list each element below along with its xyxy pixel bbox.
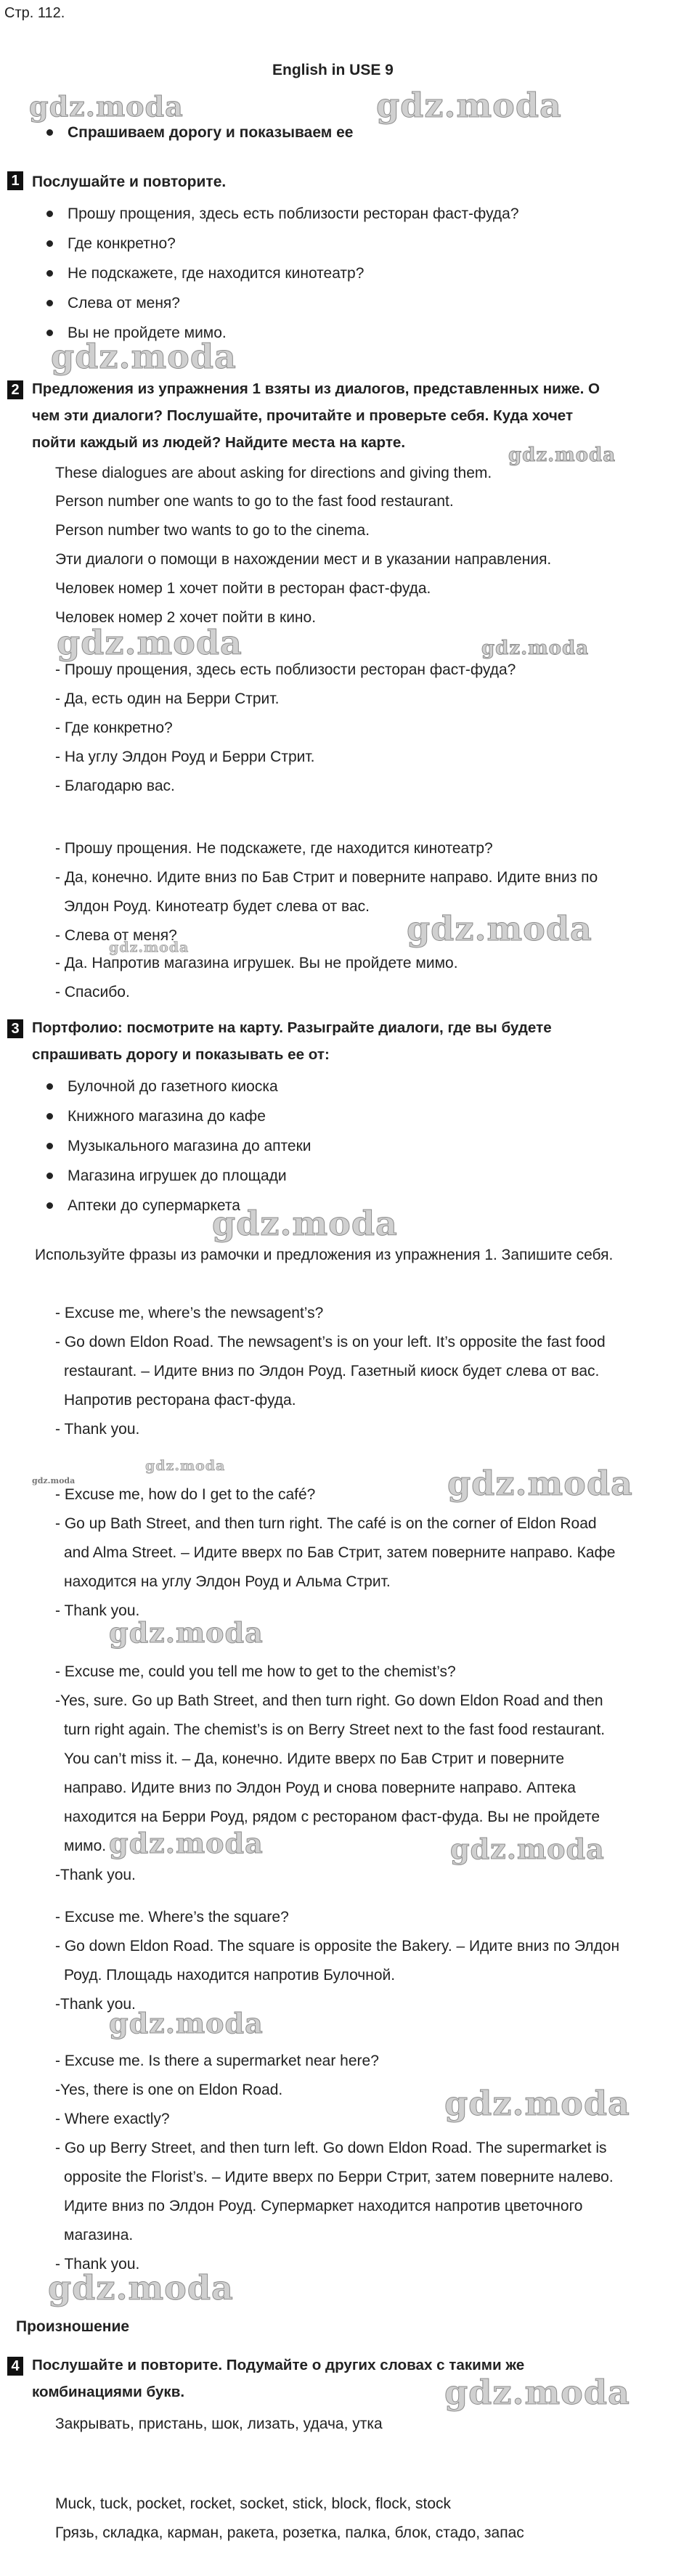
dialogue-line: -Yes, there is one on Eldon Road. <box>55 2082 283 2098</box>
dialogue-line: Роуд. Площадь находится напротив Булочной. <box>64 1967 396 1984</box>
dialogue-line: - Thank you. <box>55 1421 140 1438</box>
watermark: gdz.moda <box>376 86 562 125</box>
dialogue-line: - Excuse me, how do I get to the café? <box>55 1486 316 1503</box>
page-number: Стр. 112. <box>4 5 65 21</box>
list-item: Где конкретно? <box>68 235 176 252</box>
exercise-title-line: спрашивать дорогу и показывать ее от: <box>32 1046 330 1063</box>
book-title: English in USE 9 <box>272 62 394 78</box>
dialogue-line: - Go down Eldon Road. The newsagent’s is on your left. It’s opposite the fast food <box>55 1334 606 1350</box>
list-item: Слева от меня? <box>68 295 180 311</box>
bullet-icon <box>46 240 53 247</box>
word-line: Грязь, складка, карман, ракета, розетка, палка, блок, стадо, запас <box>55 2524 524 2541</box>
watermark: gdz.moda <box>481 637 590 659</box>
dialogue-line: - Where exactly? <box>55 2111 170 2127</box>
watermark: gdz.moda <box>109 2007 264 2039</box>
exercise-title-line: пойти каждый из людей? Найдите места на карте. <box>32 434 406 451</box>
watermark: gdz.moda <box>444 2084 630 2123</box>
bullet-icon <box>46 1143 53 1149</box>
dialogue-line: - Excuse me, where’s the newsagent’s? <box>55 1305 324 1321</box>
watermark: gdz.moda <box>444 2373 630 2412</box>
exercise-number: 4 <box>7 2357 23 2376</box>
dialogue-line: Напротив ресторана фаст-фуда. <box>64 1392 296 1409</box>
watermark: gdz.moda <box>109 939 190 955</box>
dialogue-line: - Excuse me, could you tell me how to get to the chemist’s? <box>55 1663 456 1680</box>
dialogue-line: - Спасибо. <box>55 984 130 1000</box>
dialogue-line: направо. Идите вниз по Элдон Роуд и снова поверните направо. Аптека <box>64 1780 576 1796</box>
dialogue-line: restaurant. – Идите вниз по Элдон Роуд. Газетный киоск будет слева от вас. <box>64 1363 600 1379</box>
exercise-title-line: Портфолио: посмотрите на карту. Разыграйте диалоги, где вы будете <box>32 1019 552 1036</box>
watermark: gdz.moda <box>407 909 592 948</box>
answer-line: Человек номер 2 хочет пойти в кино. <box>55 609 317 626</box>
dialogue-line: -Thank you. <box>55 1867 136 1883</box>
dialogue-line: - Благодарю вас. <box>55 778 175 794</box>
dialogue-line: - Прошу прощения, здесь есть поблизости ресторан фаст-фуда? <box>55 661 516 678</box>
exercise-number: 3 <box>7 1019 23 1038</box>
dialogue-line: -Yes, sure. Go up Bath Street, and then turn right. Go down Eldon Road and then <box>55 1692 603 1709</box>
bullet-icon <box>46 1202 53 1209</box>
dialogue-line: - Thank you. <box>55 2256 140 2273</box>
watermark: gdz.moda <box>29 90 184 123</box>
exercise-number: 1 <box>7 171 23 190</box>
dialogue-line: - Thank you. <box>55 1602 140 1619</box>
intro-bullet-text: Спрашиваем дорогу и показываем ее <box>68 124 354 141</box>
exercise-title-line: Предложения из упражнения 1 взяты из диалогов, представленных ниже. О <box>32 380 600 397</box>
watermark: gdz.moda <box>450 1833 605 1865</box>
exercise-title-line: комбинациями букв. <box>32 2384 185 2400</box>
watermark: gdz.moda <box>51 337 237 376</box>
watermark: gdz.moda <box>109 1827 264 1859</box>
dialogue-line: opposite the Florist’s. – Идите вверх по Берри Стрит, затем поверните налево. <box>64 2169 614 2185</box>
answer-line: Person number one wants to go to the fast food restaurant. <box>55 493 454 510</box>
dialogue-line: - Где конкретно? <box>55 720 173 736</box>
exercise-title: Послушайте и повторите. <box>32 174 227 190</box>
list-item: Книжного магазина до кафе <box>68 1108 266 1125</box>
dialogue-line: and Alma Street. – Идите вверх по Бав Стрит, затем поверните направо. Кафе <box>64 1544 616 1561</box>
dialogue-line: Элдон Роуд. Кинотеатр будет слева от вас. <box>64 898 370 915</box>
dialogue-line: turn right again. The chemist’s is on Berry Street next to the fast food restaurant. <box>64 1721 606 1738</box>
list-item: Аптеки до супермаркета <box>68 1197 240 1214</box>
dialogue-line: - Go down Eldon Road. The square is opposite the Bakery. – Идите вниз по Элдон <box>55 1938 620 1955</box>
dialogue-line: Идите вниз по Элдон Роуд. Супермаркет находится напротив цветочного <box>64 2198 583 2214</box>
bullet-icon <box>46 129 53 136</box>
watermark: gdz.moda <box>145 1458 226 1474</box>
word-line: Закрывать, пристань, шок, лизать, удача, утка <box>55 2416 383 2432</box>
dialogue-line: - Да. Напротив магазина игрушек. Вы не пройдете мимо. <box>55 955 458 971</box>
dialogue-line: находится на Берри Роуд, рядом с рестораном фаст-фуда. Вы не пройдете <box>64 1809 600 1825</box>
list-item: Музыкального магазина до аптеки <box>68 1138 311 1154</box>
list-item: Магазина игрушек до площади <box>68 1167 287 1184</box>
bullet-icon <box>46 300 53 306</box>
list-item: Прошу прощения, здесь есть поблизости ресторан фаст-фуда? <box>68 205 519 222</box>
dialogue-line: - Да, есть один на Берри Стрит. <box>55 690 280 707</box>
watermark: gdz.moda <box>447 1464 633 1503</box>
dialogue-line: - Да, конечно. Идите вниз по Бав Стрит и поверните направо. Идите вниз по <box>55 869 598 886</box>
exercise-number: 2 <box>7 380 23 399</box>
answer-line: Человек номер 1 хочет пойти в ресторан фаст-фуда. <box>55 580 431 597</box>
bullet-icon <box>46 1083 53 1090</box>
watermark: gdz.moda <box>508 444 616 466</box>
dialogue-line: - Слева от меня? <box>55 927 177 944</box>
watermark: gdz.moda <box>48 2268 234 2307</box>
list-item: Булочной до газетного киоска <box>68 1078 278 1095</box>
dialogue-line: - На углу Элдон Роуд и Берри Стрит. <box>55 749 315 765</box>
dialogue-line: - Excuse me. Where’s the square? <box>55 1909 289 1925</box>
bullet-icon <box>46 1173 53 1179</box>
dialogue-line: - Go up Bath Street, and then turn right. The café is on the corner of Eldon Road <box>55 1515 597 1532</box>
dialogue-line: You can’t miss it. – Да, конечно. Идите вверх по Бав Стрит и поверните <box>64 1750 565 1767</box>
dialogue-line: - Go up Berry Street, and then turn left. Go down Eldon Road. The supermarket is <box>55 2140 607 2156</box>
bullet-icon <box>46 1113 53 1120</box>
dialogue-line: мимо. <box>64 1838 107 1854</box>
answer-line: These dialogues are about asking for directions and giving them. <box>55 465 492 481</box>
bullet-icon <box>46 211 53 217</box>
bullet-icon <box>46 270 53 277</box>
dialogue-line: магазина. <box>64 2227 134 2243</box>
exercise-title-line: Послушайте и повторите. Подумайте о других словах с такими же <box>32 2357 525 2373</box>
answer-line: Эти диалоги о помощи в нахождении мест и в указании направления. <box>55 551 552 568</box>
word-line: Muck, tuck, pocket, rocket, socket, stick, block, flock, stock <box>55 2495 452 2512</box>
list-item: Не подскажете, где находится кинотеатр? <box>68 265 365 282</box>
list-item: Вы не пройдете мимо. <box>68 325 227 341</box>
watermark: gdz.moda <box>109 1616 264 1649</box>
section-heading: Произношение <box>16 2318 130 2335</box>
watermark: gdz.moda <box>212 1204 398 1243</box>
instruction-line: Используйте фразы из рамочки и предложения из упражнения 1. Запишите себя. <box>35 1247 614 1263</box>
watermark: gdz.moda <box>57 623 243 662</box>
dialogue-line: - Прошу прощения. Не подскажете, где находится кинотеатр? <box>55 840 493 857</box>
dialogue-line: -Thank you. <box>55 1996 136 2013</box>
watermark: gdz.moda <box>32 1476 76 1485</box>
answer-line: Person number two wants to go to the cinema. <box>55 522 370 539</box>
dialogue-line: - Excuse me. Is there a supermarket near here? <box>55 2053 379 2069</box>
exercise-title-line: чем эти диалоги? Послушайте, прочитайте и проверьте себя. Куда хочет <box>32 407 574 424</box>
dialogue-line: находится на углу Элдон Роуд и Альма Стрит. <box>64 1573 391 1590</box>
bullet-icon <box>46 330 53 336</box>
